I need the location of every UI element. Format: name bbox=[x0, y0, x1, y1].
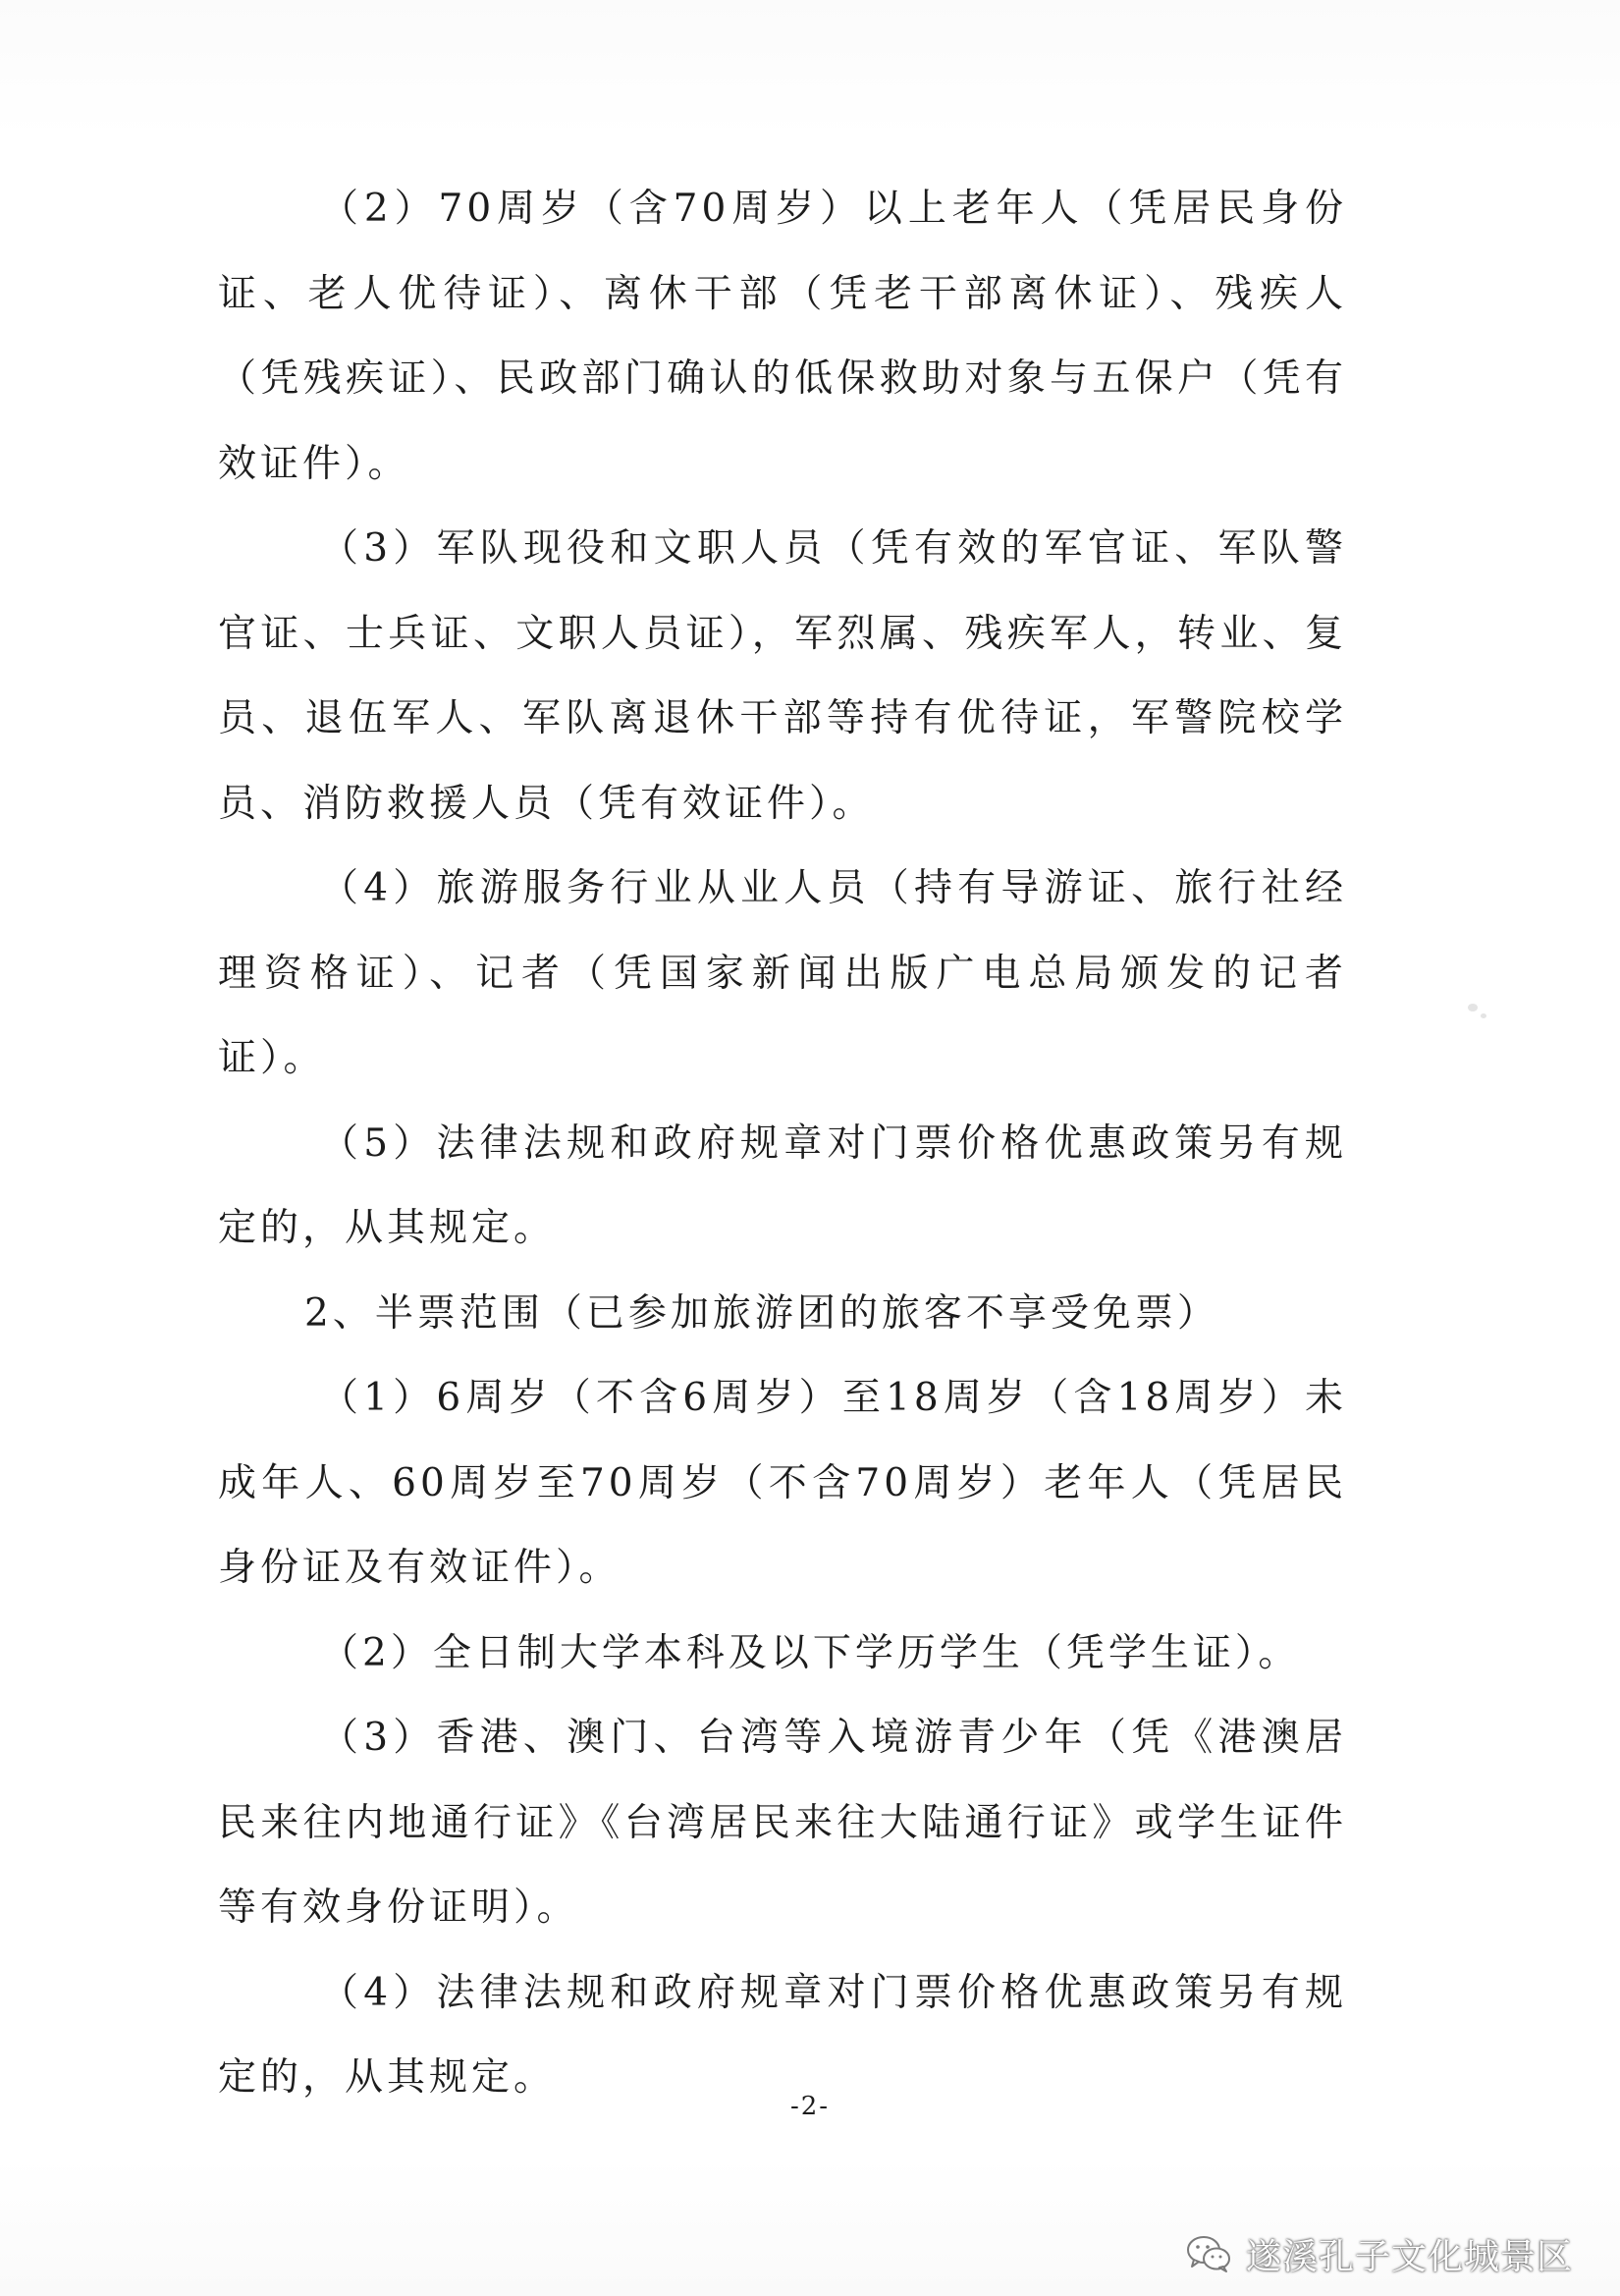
paragraph-half-hk-macao-taiwan: （3）香港、澳门、台湾等入境游青少年（凭《港澳居民来往内地通行证》《台湾居民来往大陆通行证》或学生证件等有效身份证明）。 bbox=[218, 1716, 1347, 1930]
wechat-watermark bbox=[1185, 2229, 1573, 2278]
page-number: -2- bbox=[789, 2092, 831, 2121]
paragraph-half-minors-seniors: （1）6周岁（不含6周岁）至18周岁（含18周岁）未成年人、60周岁至70周岁（不含70周岁）老年人（凭居民身份证及有效证件）。 bbox=[218, 1376, 1347, 1590]
paragraph-half-students: （2）全日制大学本科及以下学历学生（凭学生证）。 bbox=[320, 1630, 1301, 1675]
wechat-icon bbox=[1185, 2233, 1232, 2274]
paragraph-free-military: （3）军队现役和文职人员（凭有效的军官证、军队警官证、士兵证、文职人员证），军烈属、残疾军人，转业、复员、退伍军人、军队离退休干部等持有优待证，军警院校学员、消防救援人员（凭有效证件）。 bbox=[218, 526, 1347, 826]
paragraph-free-tourism-staff: （4）旅游服务行业从业人员（持有导游证、旅行社经理资格证）、记者（凭国家新闻出版广电总局颁发的记者证）。 bbox=[218, 866, 1347, 1080]
paragraph-free-elderly: （2）70周岁（含70周岁）以上老年人（凭居民身份证、老人优待证）、离休干部（凭老干部离休证）、残疾人（凭残疾证）、民政部门确认的低保救助对象与五保户（凭有效证件）。 bbox=[218, 187, 1347, 486]
scan-speck bbox=[1468, 1004, 1478, 1011]
document-body bbox=[218, 167, 1347, 2121]
watermark-text: 遂溪孔子文化城景区 bbox=[1245, 2236, 1573, 2277]
scan-speck bbox=[1481, 1013, 1486, 1018]
paragraph-half-other-rules: （4）法律法规和政府规章对门票价格优惠政策另有规定的，从其规定。 bbox=[218, 1970, 1347, 2100]
section-heading-half-price: 2、半票范围（已参加旅游团的旅客不享受免票） bbox=[304, 1290, 1219, 1336]
paragraph-free-other-rules: （5）法律法规和政府规章对门票价格优惠政策另有规定的，从其规定。 bbox=[218, 1121, 1347, 1250]
